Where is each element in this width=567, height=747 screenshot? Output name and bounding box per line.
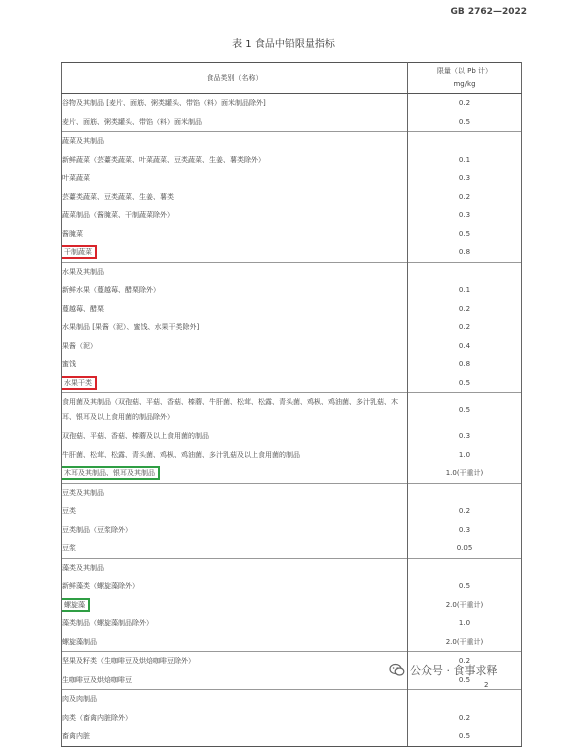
highlighted-category: 木耳及其制品、银耳及其制品 (64, 469, 155, 478)
table-row (62, 558, 522, 577)
category-text: 豆类制品（豆浆除外） (62, 525, 132, 534)
food-category-cell (62, 671, 408, 690)
table-row (62, 483, 522, 502)
limit-value-cell: 0.5 (408, 727, 522, 746)
table-row (62, 243, 522, 262)
category-text: 螺旋藻制品 (62, 637, 97, 646)
table-row (62, 427, 522, 446)
food-category-cell (62, 281, 408, 300)
limit-value-cell: 0.3 (408, 521, 522, 540)
table-row (62, 690, 522, 709)
limit-value-cell: 0.2 (408, 709, 522, 728)
table-row (62, 374, 522, 393)
table-header-row (62, 63, 522, 94)
food-category-cell (62, 727, 408, 746)
limit-value-cell: 0.8 (408, 243, 522, 262)
limit-value-cell: 0.8 (408, 355, 522, 374)
table-row (62, 300, 522, 319)
food-category-cell (62, 539, 408, 558)
limit-value-cell: 0.3 (408, 206, 522, 225)
limit-value-cell: 0.3 (408, 427, 522, 446)
food-category-cell (62, 151, 408, 170)
food-category-cell (62, 225, 408, 244)
category-text: 藻类及其制品 (62, 563, 104, 572)
food-category-cell (62, 318, 408, 337)
limit-value-cell: 1.0 (408, 446, 522, 465)
category-text: 麦片、面筋、粥类罐头、带馅（料）面米制品 (62, 117, 202, 126)
limit-value-cell: 0.5 (408, 374, 522, 393)
food-category-cell (62, 188, 408, 207)
category-text: 生咖啡豆及烘焙咖啡豆 (62, 675, 132, 684)
table-row (62, 318, 522, 337)
food-category-cell (62, 521, 408, 540)
limit-value-cell (408, 483, 522, 502)
highlighted-category: 螺旋藻 (64, 600, 85, 609)
food-category-cell (62, 690, 408, 709)
food-category-cell (62, 243, 408, 262)
table-row (62, 113, 522, 132)
table-row (62, 464, 522, 483)
category-text: 肉类（畜禽内脏除外） (62, 713, 132, 722)
category-text: 谷物及其制品 [麦片、面筋、粥类罐头、带馅（料）面米制品除外] (62, 99, 266, 108)
limit-value-cell: 0.2 (408, 318, 522, 337)
table-row (62, 132, 522, 151)
food-category-cell (62, 169, 408, 188)
category-text: 藻类制品（螺旋藻制品除外） (62, 619, 153, 628)
category-text: 水果及其制品 (62, 267, 104, 276)
food-category-cell (62, 337, 408, 356)
table-row (62, 727, 522, 746)
food-category-cell (62, 113, 408, 132)
limit-value-cell: 0.2 (408, 188, 522, 207)
category-text: 新鲜蔬菜（芸薹类蔬菜、叶菜蔬菜、豆类蔬菜、生姜、薯类除外） (62, 155, 265, 164)
food-category-cell (62, 374, 408, 393)
category-text: 蔬菜及其制品 (62, 137, 104, 146)
food-category-cell (62, 633, 408, 652)
limit-value-cell: 0.5 (408, 393, 522, 428)
table-row (62, 614, 522, 633)
table-row (62, 502, 522, 521)
table-row (62, 262, 522, 281)
limit-value-cell: 1.0(干重计) (408, 464, 522, 483)
category-text: 果酱（泥） (62, 341, 97, 350)
food-category-cell (62, 596, 408, 615)
table-row (62, 281, 522, 300)
limit-value-cell (408, 132, 522, 151)
category-text: 蔓越莓、醋栗 (62, 304, 104, 313)
wechat-icon (389, 662, 405, 678)
category-text: 蔬菜制品（酱腌菜、干制蔬菜除外） (62, 211, 174, 220)
page-number: 2 (484, 681, 489, 689)
table-row (62, 539, 522, 558)
table-row (62, 169, 522, 188)
limit-value-cell: 0.5 (408, 113, 522, 132)
food-category-cell (62, 262, 408, 281)
category-text: 双孢菇、平菇、香菇、榛蘑及以上食用菌的制品 (62, 432, 209, 441)
limit-value-cell: 0.1 (408, 281, 522, 300)
food-category-cell (62, 446, 408, 465)
food-category-cell (62, 502, 408, 521)
category-text: 新鲜藻类（螺旋藻除外） (62, 582, 139, 591)
watermark-text: 公众号 · 食事求释 (410, 664, 498, 677)
limit-value-cell: 0.5 (408, 671, 522, 690)
table-row (62, 206, 522, 225)
limit-value-cell (408, 558, 522, 577)
category-text: 豆类及其制品 (62, 488, 104, 497)
table-row (62, 596, 522, 615)
limit-value-cell (408, 690, 522, 709)
limit-value-cell: 0.2 (408, 94, 522, 113)
header-limit-unit: mg/kg (453, 80, 476, 88)
food-category-cell (62, 393, 408, 428)
table-row (62, 355, 522, 374)
category-text: 豆浆 (62, 544, 76, 553)
table-row (62, 188, 522, 207)
limit-value-cell: 2.0(干重计) (408, 596, 522, 615)
limit-value-cell: 0.5 (408, 225, 522, 244)
category-text: 豆类 (62, 507, 76, 516)
food-category-cell (62, 652, 408, 671)
table-row (62, 521, 522, 540)
category-text: 酱腌菜 (62, 229, 83, 238)
table-row (62, 577, 522, 596)
food-category-cell (62, 709, 408, 728)
category-text: 肉及肉制品 (62, 695, 97, 704)
highlighted-category: 干制蔬菜 (64, 248, 92, 257)
limit-value-cell: 1.0 (408, 614, 522, 633)
food-category-cell (62, 355, 408, 374)
food-category-cell (62, 577, 408, 596)
limit-value-cell (408, 262, 522, 281)
table-row (62, 393, 522, 428)
category-text: 水果制品 [果酱（泥）、蜜饯、水果干类除外] (62, 323, 200, 332)
table-title: 表 1 食品中铅限量指标 (232, 39, 335, 50)
category-text: 食用菌及其制品（双孢菇、平菇、香菇、榛蘑、牛肝菌、松茸、松露、青头菌、鸡枞、鸡油菌、多汁乳菇、木耳、银耳及以上食用菌的制品除外） (62, 398, 398, 421)
lead-limit-table (61, 62, 522, 747)
food-category-cell (62, 558, 408, 577)
limit-value-cell: 0.5 (408, 577, 522, 596)
header-limit (408, 63, 522, 94)
food-category-cell (62, 483, 408, 502)
header-limit-label: 限量（以 Pb 计） (436, 67, 493, 75)
table-row (62, 225, 522, 244)
limit-value-cell: 0.2 (408, 300, 522, 319)
food-category-cell (62, 427, 408, 446)
table-row (62, 94, 522, 113)
category-text: 畜禽内脏 (62, 732, 90, 741)
category-text: 蜜饯 (62, 360, 76, 369)
food-category-cell (62, 614, 408, 633)
limit-value-cell: 0.2 (408, 652, 522, 671)
category-text: 芸薹类蔬菜、豆类蔬菜、生姜、薯类 (62, 192, 174, 201)
food-category-cell (62, 206, 408, 225)
table-row (62, 633, 522, 652)
table-row (62, 151, 522, 170)
limit-value-cell: 2.0(干重计) (408, 633, 522, 652)
category-text: 新鲜水果（蔓越莓、醋栗除外） (62, 286, 160, 295)
food-category-cell (62, 464, 408, 483)
food-category-cell (62, 94, 408, 113)
highlighted-category: 水果干类 (64, 378, 92, 387)
limit-value-cell: 0.2 (408, 502, 522, 521)
category-text: 坚果及籽类（生咖啡豆及烘焙咖啡豆除外） (62, 657, 195, 666)
limit-value-cell: 0.4 (408, 337, 522, 356)
standard-code: GB 2762—2022 (450, 7, 527, 17)
table-row (62, 446, 522, 465)
limit-value-cell: 0.05 (408, 539, 522, 558)
limit-value-cell: 0.1 (408, 151, 522, 170)
food-category-cell (62, 300, 408, 319)
watermark (389, 662, 498, 678)
table-row (62, 709, 522, 728)
header-category: 食品类别（名称） (62, 63, 408, 94)
limit-value-cell: 0.3 (408, 169, 522, 188)
table-row (62, 337, 522, 356)
category-text: 牛肝菌、松茸、松露、青头菌、鸡枞、鸡油菌、多汁乳菇及以上食用菌的制品 (62, 450, 300, 459)
food-category-cell (62, 132, 408, 151)
category-text: 叶菜蔬菜 (62, 174, 90, 183)
